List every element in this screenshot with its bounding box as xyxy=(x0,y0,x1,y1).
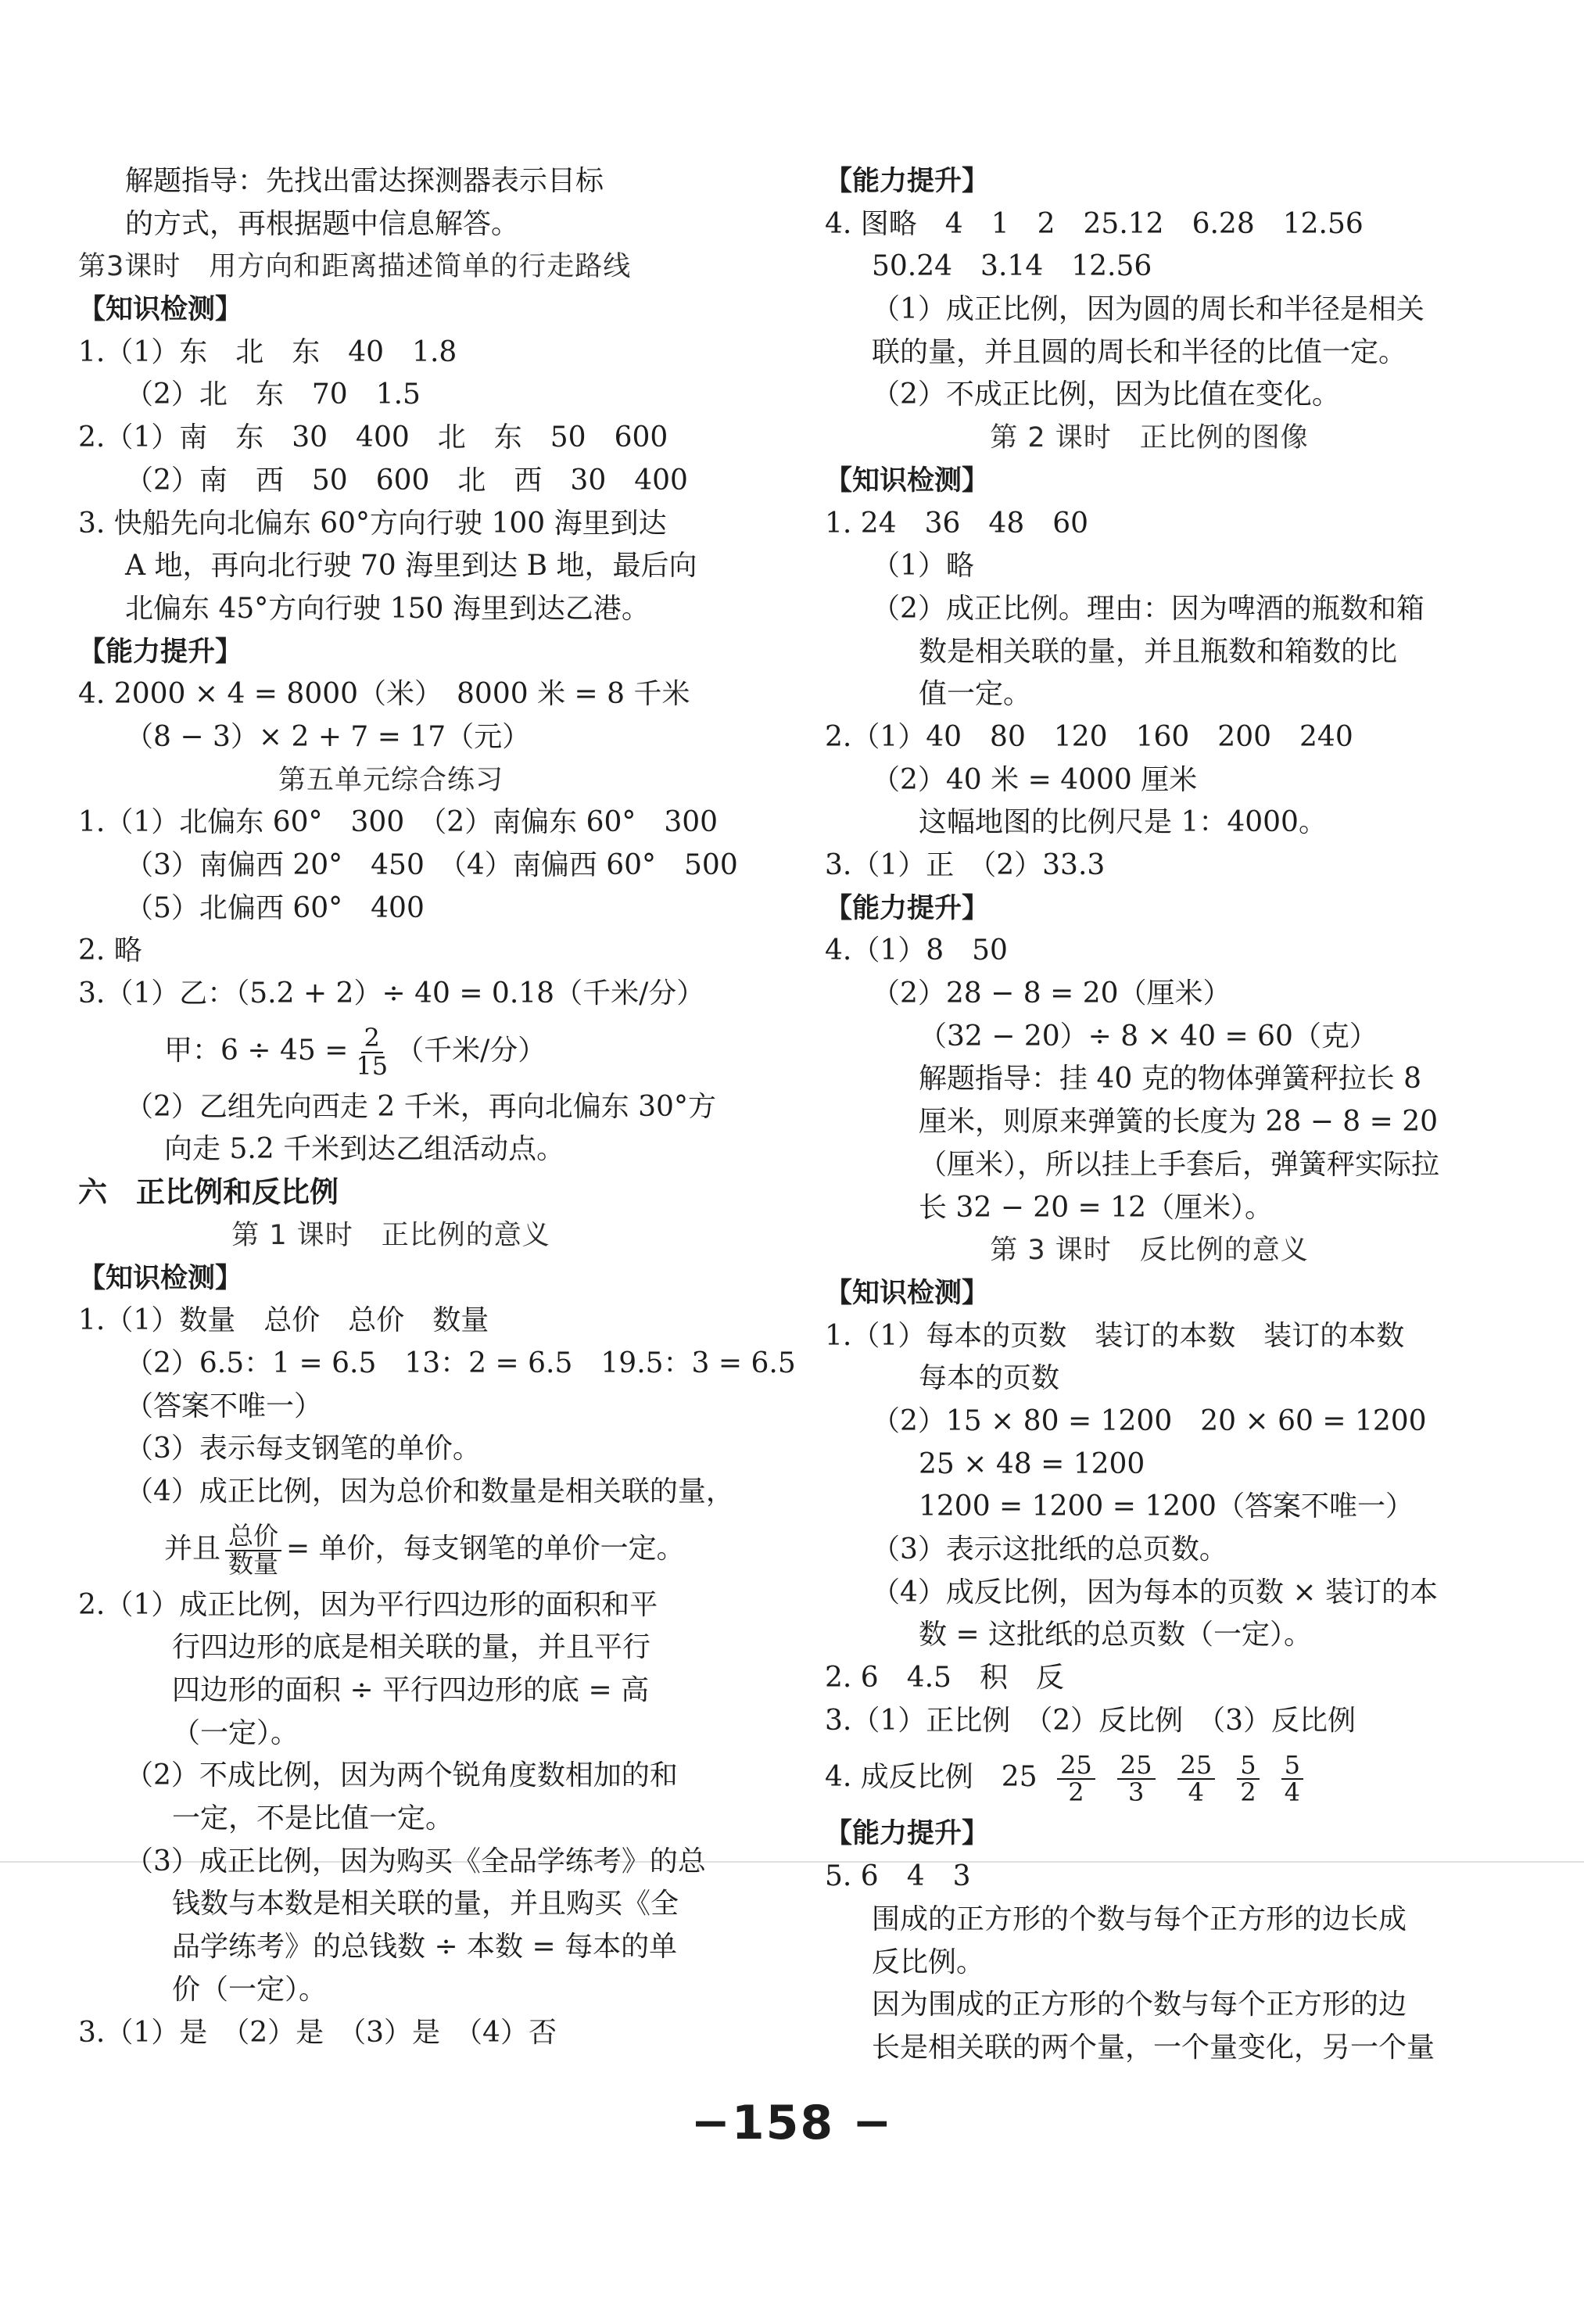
text-line: 1200 = 1200 = 1200（答案不唯一） xyxy=(919,1490,1414,1523)
unit-heading: 六 正比例和反比例 xyxy=(78,1175,339,1210)
lesson-heading: 第 1 课时 正比例的意义 xyxy=(231,1219,550,1251)
text-line: （2）28 − 8 = 20（厘米） xyxy=(872,977,1231,1010)
text-line: （2）北 东 70 1.5 xyxy=(125,378,421,411)
text-line: （2）6.5：1 = 6.5 13：2 = 6.5 19.5：3 = 6.5 xyxy=(125,1347,796,1379)
text-line: （2）不成比例，因为两个锐角度数相加的和 xyxy=(125,1759,678,1792)
fraction-line xyxy=(78,1016,704,1086)
text-line: （厘米），所以挂上手套后，弹簧秤实际拉 xyxy=(919,1148,1440,1181)
text-line: 北偏东 45°方向行驶 150 海里到达乙港。 xyxy=(125,592,650,625)
text-line: 长 32 − 20 = 12（厘米）。 xyxy=(919,1191,1273,1224)
fraction-line xyxy=(825,1742,1474,1813)
text-line: （2）15 × 80 = 1200 20 × 60 = 1200 xyxy=(872,1404,1427,1437)
fraction xyxy=(1237,1749,1259,1808)
fraction xyxy=(1117,1749,1156,1808)
text-line: 1.（1）北偏东 60° 300 （2）南偏东 60° 300 xyxy=(78,806,719,839)
fraction xyxy=(1177,1749,1216,1808)
numerator: 总价 xyxy=(225,1523,281,1551)
text-line: 2.（1）40 80 120 160 200 240 xyxy=(825,720,1353,753)
section-label: 【知识检测】 xyxy=(78,294,243,326)
section-label: 【能力提升】 xyxy=(825,166,990,197)
text-line: 5. 6 4 3 xyxy=(825,1860,971,1893)
denominator: 2 xyxy=(1240,1777,1256,1808)
lesson-heading: 第五单元综合练习 xyxy=(278,764,504,796)
numerator: 25 xyxy=(1117,1752,1156,1781)
text-line: （32 − 20）÷ 8 × 40 = 60（克） xyxy=(919,1020,1378,1053)
text-line: 解题指导：挂 40 克的物体弹簧秤拉长 8 xyxy=(919,1063,1422,1096)
text-line: （答案不唯一） xyxy=(125,1390,323,1422)
lesson-heading: 第 3 课时 反比例的意义 xyxy=(990,1235,1309,1267)
text-line: 围成的正方形的个数与每个正方形的边长成 xyxy=(872,1903,1407,1935)
numerator: 25 xyxy=(1057,1752,1095,1781)
text-line: A 地，再向北行驶 70 海里到达 B 地，最后向 xyxy=(125,550,697,583)
numerator: 2 xyxy=(361,1025,383,1053)
text-line: （2）乙组先向西走 2 千米，再向北偏东 30°方 xyxy=(125,1090,716,1123)
section-label: 【知识检测】 xyxy=(825,464,990,497)
lesson-heading: 第3课时 用方向和距离描述简单的行走路线 xyxy=(78,251,632,283)
text-line: 2. 6 4.5 积 反 xyxy=(825,1662,1064,1695)
denominator: 数量 xyxy=(228,1548,279,1579)
text-line: 3.（1）乙：（5.2 + 2）÷ 40 = 0.18（千米/分） xyxy=(78,977,705,1010)
denominator: 3 xyxy=(1127,1777,1145,1808)
text-line: 25 × 48 = 1200 xyxy=(919,1447,1145,1480)
page-number: −158 − xyxy=(690,2096,894,2150)
text-line: 长是相关联的两个量，一个量变化，另一个量 xyxy=(872,2031,1435,2064)
text-line: （8 − 3）× 2 + 7 = 17（元） xyxy=(125,720,531,753)
text-line: （4）成反比例，因为每本的页数 × 装订的本 xyxy=(872,1576,1438,1609)
text-line: 数是相关联的量，并且瓶数和箱数的比 xyxy=(919,635,1398,668)
denominator: 15 xyxy=(356,1050,389,1081)
text-line: 2. 略 xyxy=(78,934,142,967)
text-line: （2）成正比例。理由：因为啤酒的瓶数和箱 xyxy=(872,592,1425,625)
text-line: （2）南 西 50 600 北 西 30 400 xyxy=(125,464,688,497)
text-span: 并且 xyxy=(164,1532,221,1565)
fraction-group xyxy=(1046,1749,1314,1808)
section-label: 【能力提升】 xyxy=(825,1818,990,1850)
numerator: 5 xyxy=(1237,1752,1259,1781)
text-line: 厘米，则原来弹簧的长度为 28 − 8 = 20 xyxy=(919,1106,1439,1139)
fraction xyxy=(225,1523,281,1577)
text-line: 1.（1）每本的页数 装订的本数 装订的本数 xyxy=(825,1319,1405,1352)
text-line: 50.24 3.14 12.56 xyxy=(872,250,1152,283)
text-line: 3. 快船先向北偏东 60°方向行驶 100 海里到达 xyxy=(78,507,667,540)
text-line: 1. 24 36 48 60 xyxy=(825,507,1089,540)
section-label: 【能力提升】 xyxy=(825,892,990,924)
text-line: （3）表示每支钢笔的单价。 xyxy=(125,1433,481,1465)
text-line: 数 = 这批纸的总页数（一定）。 xyxy=(919,1619,1313,1652)
text-line: （2）40 米 = 4000 厘米 xyxy=(872,763,1198,796)
text-line: 这幅地图的比例尺是 1：4000。 xyxy=(919,806,1327,839)
text-line: 的方式，再根据题中信息解答。 xyxy=(125,207,520,240)
text-line: （一定）。 xyxy=(172,1716,299,1749)
section-label: 【知识检测】 xyxy=(825,1277,990,1309)
text-span: 甲：6 ÷ 45 = xyxy=(164,1034,349,1067)
text-span: = 单价，每支钢笔的单价一定。 xyxy=(286,1532,685,1565)
text-line: 3.（1）正比例 （2）反比例 （3）反比例 xyxy=(825,1704,1356,1737)
fraction xyxy=(1057,1749,1095,1808)
text-line: 向走 5.2 千米到达乙组活动点。 xyxy=(164,1133,565,1166)
text-line: 一定，不是比值一定。 xyxy=(172,1802,454,1835)
text-line: 联的量，并且圆的周长和半径的比值一定。 xyxy=(872,335,1407,368)
denominator: 4 xyxy=(1284,1777,1300,1808)
text-line: 2.（1）成正比例，因为平行四边形的面积和平 xyxy=(78,1588,658,1621)
right-column xyxy=(825,160,1474,2070)
lesson-heading: 第 2 课时 正比例的图像 xyxy=(990,422,1309,454)
fraction xyxy=(1281,1749,1303,1808)
text-line: （3）成正比例，因为购买《全品学练考》的总 xyxy=(125,1845,706,1877)
text-line: 反比例。 xyxy=(872,1946,985,1978)
text-line: 4. 2000 × 4 = 8000（米） 8000 米 = 8 千米 xyxy=(78,678,690,711)
section-label: 【知识检测】 xyxy=(78,1262,243,1294)
text-line: （3）南偏西 20° 450 （4）南偏西 60° 500 xyxy=(125,849,738,881)
text-line: （3）表示这批纸的总页数。 xyxy=(872,1533,1227,1565)
text-line: 因为围成的正方形的个数与每个正方形的边 xyxy=(872,1989,1407,2021)
text-line: 3.（1）是 （2）是 （3）是 （4）否 xyxy=(78,2016,557,2049)
text-line: 1.（1）东 北 东 40 1.8 xyxy=(78,335,457,368)
fraction xyxy=(353,1025,391,1079)
text-line: 解题指导：先找出雷达探测器表示目标 xyxy=(125,165,604,197)
text-line: （1）成正比例，因为圆的周长和半径是相关 xyxy=(872,293,1425,326)
text-line: （1）略 xyxy=(872,550,974,583)
text-line: 4. 图略 4 1 2 25.12 6.28 12.56 xyxy=(825,207,1364,240)
text-line: （5）北偏西 60° 400 xyxy=(125,891,425,924)
fraction-line xyxy=(78,1514,704,1584)
text-span: 4. 成反比例 25 xyxy=(825,1761,1037,1794)
text-line: 品学练考》的总钱数 ÷ 本数 = 每本的单 xyxy=(172,1931,678,1964)
text-line: 行四边形的底是相关联的量，并且平行 xyxy=(172,1631,651,1664)
text-line: 四边形的面积 ÷ 平行四边形的底 = 高 xyxy=(172,1674,650,1706)
text-span: （千米/分） xyxy=(396,1034,547,1067)
text-line: 3.（1）正 （2）33.3 xyxy=(825,849,1106,881)
text-line: 每本的页数 xyxy=(919,1362,1060,1395)
text-line: 价（一定）。 xyxy=(172,1973,328,2006)
denominator: 2 xyxy=(1068,1777,1084,1808)
text-line: 4.（1）8 50 xyxy=(825,934,1008,967)
text-line: （4）成正比例，因为总价和数量是相关联的量， xyxy=(125,1475,734,1508)
left-column xyxy=(78,160,796,2054)
numerator: 5 xyxy=(1281,1752,1303,1781)
text-line: 钱数与本数是相关联的量，并且购买《全 xyxy=(172,1888,679,1921)
numerator: 25 xyxy=(1177,1752,1216,1781)
text-line: 2.（1）南 东 30 400 北 东 50 600 xyxy=(78,421,668,454)
text-line: 值一定。 xyxy=(919,678,1032,711)
denominator: 4 xyxy=(1188,1777,1205,1808)
text-line: （2）不成正比例，因为比值在变化。 xyxy=(872,378,1340,411)
text-line: 1.（1）数量 总价 总价 数量 xyxy=(78,1304,489,1337)
section-label: 【能力提升】 xyxy=(78,636,243,668)
